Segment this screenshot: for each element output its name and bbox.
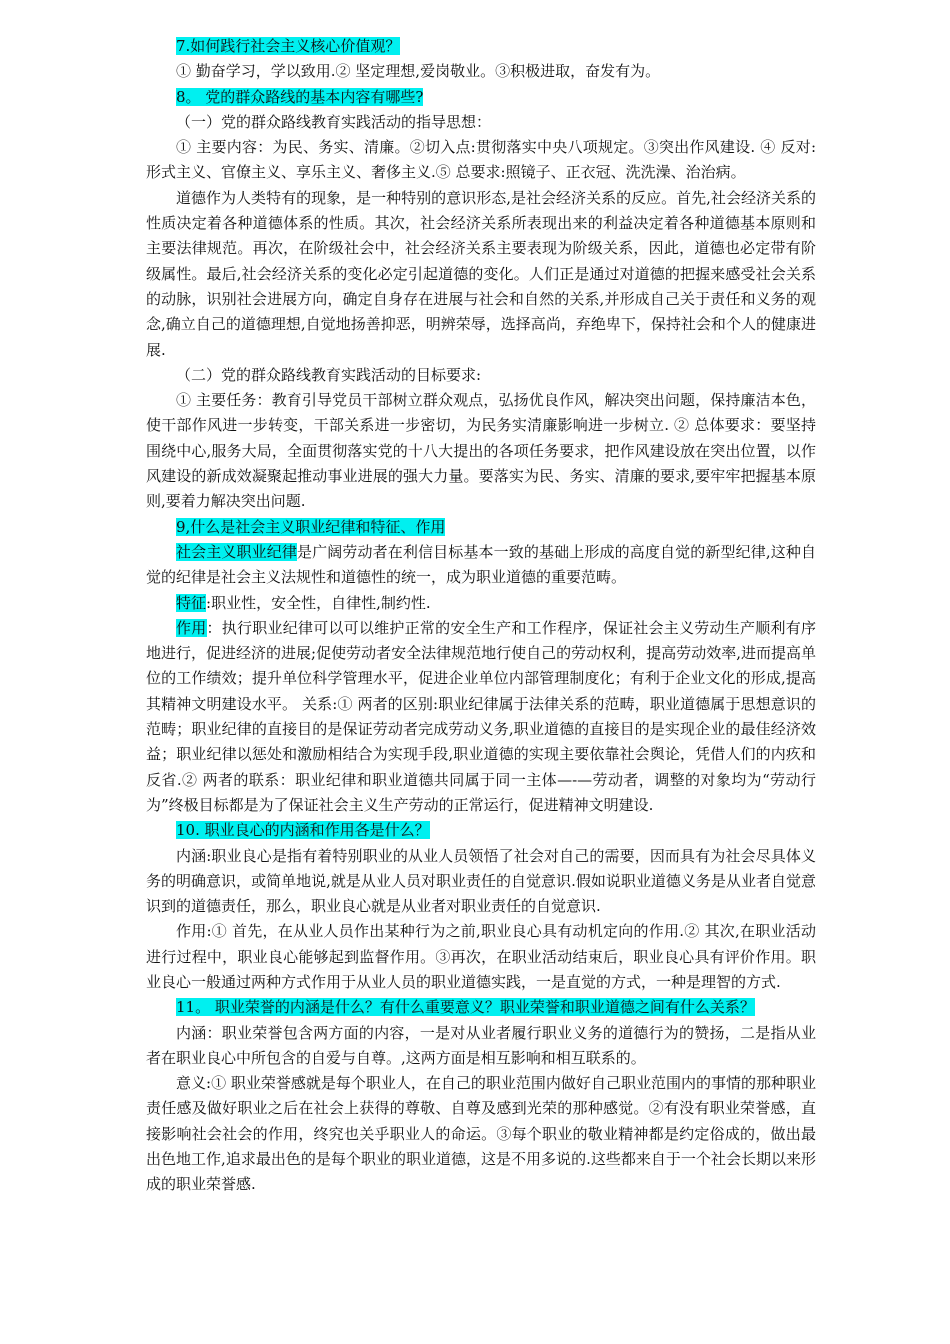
q10-title: 10. 职业良心的内涵和作用各是什么？: [176, 821, 430, 840]
q11-title: 11。 职业荣誉的内涵是什么？有什么重要意义？职业荣誉和职业道德之间有什么关系？: [176, 998, 755, 1017]
q9-features-text: :职业性，安全性，自律性,制约性.: [206, 593, 431, 612]
q7-heading: [146, 34, 816, 59]
q11-significance: 意义:① 职业荣誉感就是每个职业人，在自己的职业范围内做好自己职业范围内的事情的那种职业责任感及做好职业之后在社会上获得的尊敬、自尊及感到光荣的那种感觉。②有没有职业荣誉感，直接影响社会社会的作用，终究也关乎职业人的命运。③每个职业的敬业精神都是约定俗成的，做出最出色地工作,追求最出色的是每个职业的职业道德，这是不用多说的.这些都来自于一个社会长期以来形成的职业荣誉感.: [146, 1074, 816, 1194]
q9-features: [146, 591, 816, 616]
q8-sub2-text: ① 主要任务：教育引导党员干部树立群众观点，弘扬优良作风，解决突出问题，保持廉洁本色，使干部作风进一步转变，干部关系进一步密切，为民务实清廉影响进一步树立. ② 总体要求：要坚持围绕中心,服务大局，全面贯彻落实党的十八大提出的各项任务要求，把作风建设放在突出位置，以作风建设的新成效凝聚起推动事业进展的强大力量。要落实为民、务实、清廉的要求,要牢牢把握基本原则,要着力解决突出问题.: [146, 391, 816, 511]
q8-title: 8。 党的群众路线的基本内容有哪些?: [176, 87, 424, 106]
q10-heading: [146, 818, 816, 843]
q8-subheading-1: （一）党的群众路线教育实践活动的指导思想：: [176, 112, 492, 131]
q9-definition-term: 社会主义职业纪律: [176, 542, 297, 561]
q9-title: 9,什么是社会主义职业纪律和特征、作用: [176, 517, 446, 536]
q11-heading: [146, 995, 816, 1020]
q9-heading: [146, 515, 816, 540]
q11-meaning: 内涵：职业荣誉包含两方面的内容，一是对从业者履行职业义务的道德行为的赞扬，二是指从业者在职业良心中所包含的自爱与自尊。,这两方面是相互影响和相互联系的。: [146, 1023, 816, 1067]
q8-heading: [146, 85, 816, 110]
q9-definition-text: 是广阔劳动者在利信目标基本一致的基础上形成的高度自觉的新型纪律,这种自觉的纪律是社会主义法规性和道德性的统一，成为职业道德的重要范畴。: [146, 542, 816, 587]
q7-title: 7.如何践行社会主义核心价值观？: [176, 37, 401, 55]
q8-sub1-text: ① 主要内容：为民、务实、清廉。②切入点:贯彻落实中央八项规定。③突出作风建设. ④ 反对:形式主义、官僚主义、享乐主义、奢侈主义.⑤ 总要求:照镜子、正衣冠、洗洗澡、治治病。: [146, 138, 816, 182]
q9-function: [146, 616, 816, 818]
q9-definition: [146, 540, 816, 591]
q10-meaning: 内涵:职业良心是指有着特别职业的从业人员领悟了社会对自己的需要，因而具有为社会尽具体义务的明确意识，或简单地说,就是从业人员对职业责任的自觉意识.假如说职业道德义务是从业者自觉意识到的道德责任，那么，职业良心就是从业者对职业责任的自觉意识.: [146, 846, 816, 916]
q10-function: 作用:① 首先，在从业人员作出某种行为之前,职业良心具有动机定向的作用.② 其次,在职业活动进行过程中，职业良心能够起到监督作用。③再次，在职业活动结束后，职业良心具有评价作用。职业良心一般通过两种方式作用于从业人员的职业道德实践，一是直觉的方式，一种是理智的方式.: [146, 922, 816, 991]
q9-function-term: 作用: [176, 618, 207, 637]
q9-features-term: 特征: [176, 593, 207, 612]
q7-answer: ① 勤奋学习，学以致用.② 坚定理想,爱岗敬业。③积极进取，奋发有为。: [176, 62, 661, 81]
q8-moral-paragraph: 道德作为人类特有的现象，是一种特别的意识形态,是社会经济关系的反应。首先,社会经济关系的性质决定着各种道德体系的性质。其次，社会经济关系所表现出来的利益决定着各种道德基本原则和主要法律规范。再次，在阶级社会中，社会经济关系主要表现为阶级关系，因此，道德也必定带有阶级属性。最后,社会经济关系的变化必定引起道德的变化。人们正是通过对道德的把握来感受社会关系的动脉，识别社会进展方向，确定自身存在进展与社会和自然的关系,并形成自己关于责任和义务的观念,确立自己的道德理想,自觉地扬善抑恶，明辨荣辱，选择高尚，弃绝卑下，保持社会和个人的健康进展.: [146, 188, 816, 359]
q8-subheading-2: （二）党的群众路线教育实践活动的目标要求:: [176, 365, 482, 384]
document-body: [146, 34, 816, 1198]
q9-function-text: ：执行职业纪律可以可以维护正常的安全生产和工作程序，保证社会主义劳动生产顺利有序地进行，促进经济的进展;促使劳动者安全法律规范地行使自己的劳动权利，提高劳动效率,进而提高单位的工作绩效；提升单位科学管理水平，促进企业单位内部管理制度化；有利于企业文化的形成,提高其精神文明建设水平。 关系:① 两者的区别:职业纪律属于法律关系的范畴，职业道德属于思想意识的范畴；职业纪律的直接目的是保证劳动者完成劳动义务,职业道德的直接目的是实现企业的最佳经济效益；职业纪律以惩处和激励相结合为实现手段,职业道德的实现主要依靠社会舆论，凭借人们的内疚和反省.② 两者的联系：职业纪律和职业道德共同属于同一主体—-—劳动者，调整的对象均为“劳动行为”终极目标都是为了保证社会主义生产劳动的正常运行，促进精神文明建设.: [146, 618, 816, 814]
